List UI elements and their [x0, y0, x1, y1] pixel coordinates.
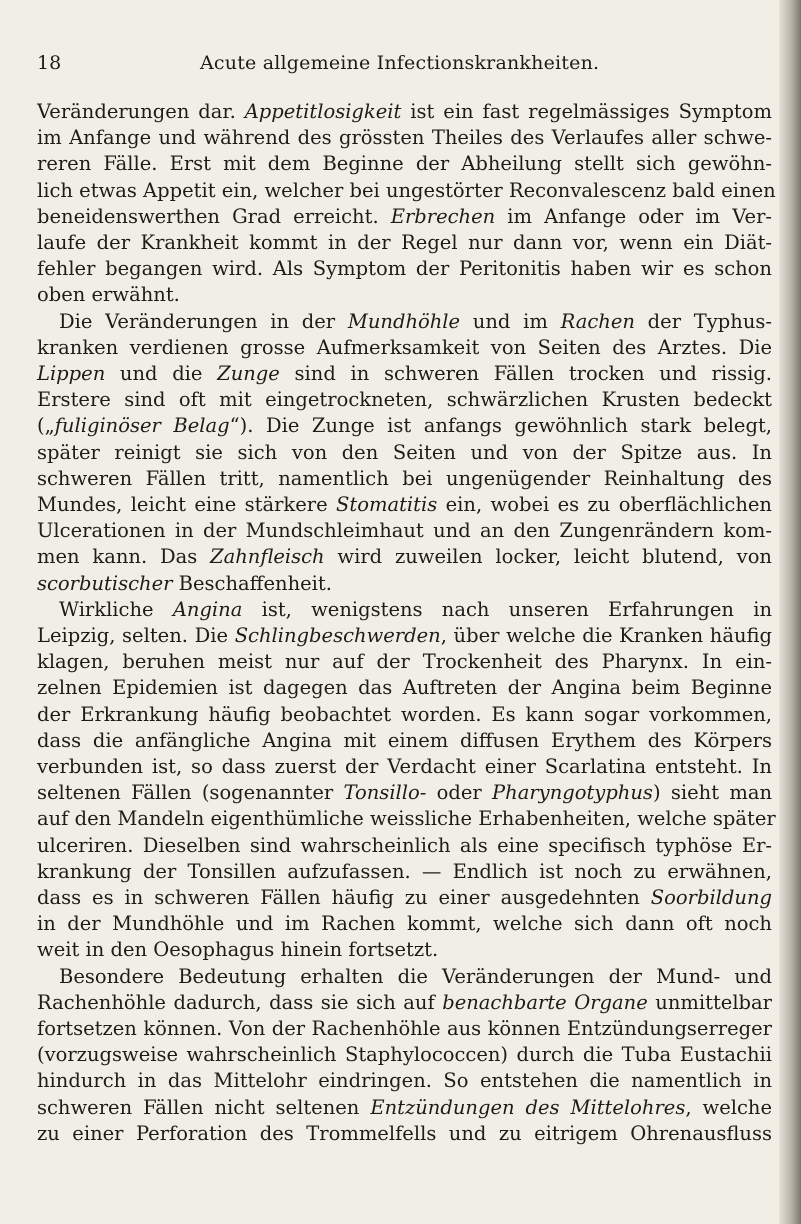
text-segment: Erstere sind oft mit eingetrockneten, schwärzlichen Krusten bedeckt — [37, 388, 772, 412]
text-segment: schweren Fällen tritt, namentlich bei ungenügender Reinhaltung des — [37, 466, 772, 490]
text-line — [37, 230, 772, 256]
text-line — [37, 649, 772, 675]
italic-term: fuliginöser Belag — [54, 414, 230, 438]
text-segment: Ulcerationen in der Mundschleimhaut und an den Zungenrändern kom- — [37, 519, 772, 543]
text-segment: der Typhus- — [634, 309, 772, 333]
text-segment: dass die anfängliche Angina mit einem diffusen Erythem des Körpers — [37, 728, 772, 752]
text-line — [37, 702, 772, 728]
text-line — [37, 178, 776, 204]
text-segment: Mundes, leicht eine stärkere — [37, 493, 337, 516]
text-segment: Rachenhöhle dadurch, dass sie sich auf — [37, 990, 443, 1014]
italic-term: Pharyngotyphus — [492, 781, 653, 805]
text-segment: ) sieht man — [652, 781, 773, 805]
text-line — [37, 1068, 772, 1094]
page-header — [0, 52, 801, 82]
text-segment: Die Veränderungen in der — [59, 309, 348, 333]
text-segment: in der Mundhöhle und im Rachen kommt, welche sich dann oft noch — [37, 912, 772, 936]
text-line — [37, 937, 772, 963]
italic-term: Zahnfleisch — [210, 545, 325, 569]
italic-term: Stomatitis — [336, 493, 438, 516]
text-line — [37, 282, 772, 308]
text-segment: , über welche die Kranken häufig — [440, 624, 773, 647]
text-segment: im Anfange oder im Ver- — [495, 204, 772, 228]
text-line — [37, 492, 772, 518]
italic-term: Lippen — [37, 362, 106, 385]
text-line — [59, 964, 772, 990]
text-line — [37, 387, 772, 413]
text-line — [37, 859, 772, 885]
text-segment: und die — [105, 362, 218, 385]
italic-term: Tonsillo- — [343, 781, 427, 805]
text-segment: Besondere Bedeutung erhalten die Veränderungen der Mund- und — [59, 964, 772, 988]
text-line — [37, 911, 772, 937]
text-line — [37, 1095, 772, 1121]
text-segment: fortsetzen können. Von der Rachenhöhle aus können Entzündungserreger — [37, 1017, 772, 1040]
italic-term: Mundhöhle — [347, 309, 461, 333]
running-head: Acute allgemeine Infectionskrankheiten. — [200, 52, 600, 74]
text-line — [37, 675, 772, 701]
text-segment: Beschaffenheit. — [172, 571, 332, 595]
text-line — [37, 885, 772, 911]
italic-term: Schlingbeschwerden — [234, 624, 441, 647]
text-line — [37, 361, 772, 387]
text-segment: krankung der Tonsillen aufzufassen. — Endlich ist noch zu erwähnen, — [37, 859, 772, 883]
text-line — [37, 833, 772, 859]
text-line — [37, 151, 772, 177]
text-line — [59, 597, 772, 623]
text-segment: kranken verdienen grosse Aufmerksamkeit von Seiten des Arztes. Die — [37, 335, 772, 359]
text-line — [37, 990, 772, 1016]
text-segment: der Erkrankung häufig beobachtet worden. Es kann sogar vorkommen, — [37, 702, 772, 726]
text-segment: zelnen Epidemien ist dagegen das Auftreten der Angina beim Beginne — [37, 676, 772, 700]
text-line — [37, 256, 772, 282]
text-line — [37, 728, 772, 754]
italic-term: Entzündungen des Mittelohres — [370, 1095, 686, 1119]
page-number: 18 — [37, 52, 62, 74]
text-segment: (vorzugsweise wahrscheinlich Staphylococcen) durch die Tuba Eustachii — [37, 1043, 772, 1067]
page-edge-shadow — [779, 0, 801, 1224]
text-segment: Wirkliche — [59, 597, 173, 621]
text-line — [37, 204, 772, 230]
text-segment: oben erwähnt. — [37, 283, 180, 307]
text-segment: ist ein fast regelmässiges Symptom — [401, 100, 773, 123]
text-segment: Veränderungen dar. — [37, 100, 245, 123]
text-segment: oder — [426, 781, 493, 805]
text-line — [37, 335, 772, 361]
italic-term: Angina — [172, 597, 243, 621]
italic-term: scorbutischer — [37, 571, 173, 595]
italic-term: Erbrechen — [390, 204, 496, 228]
text-segment: , welche — [685, 1095, 772, 1119]
italic-term: Soorbildung — [650, 886, 772, 909]
text-segment: reren Fälle. Erst mit dem Beginne der Abheilung stellt sich gewöhn- — [37, 152, 772, 176]
text-line — [37, 1121, 772, 1147]
text-segment: („ — [37, 414, 55, 438]
text-segment: und im — [460, 309, 561, 333]
text-line — [37, 466, 772, 492]
text-segment: klagen, beruhen meist nur auf der Trockenheit des Pharynx. In ein- — [37, 650, 772, 674]
text-line — [37, 1042, 772, 1068]
text-segment: wird zuweilen locker, leicht blutend, von — [324, 545, 772, 569]
text-segment: Leipzig, selten. Die — [37, 624, 235, 647]
text-segment: verbunden ist, so dass zuerst der Verdacht einer Scarlatina entsteht. In — [37, 755, 772, 778]
text-segment: schweren Fällen nicht seltenen — [37, 1095, 371, 1119]
italic-term: Appetitlosigkeit — [244, 100, 402, 123]
italic-term: benachbarte Organe — [442, 990, 648, 1014]
text-line — [37, 754, 772, 780]
text-segment: fehler begangen wird. Als Symptom der Peritonitis haben wir es schon — [37, 257, 772, 281]
text-segment: auf den Mandeln eigenthümliche weissliche Erhabenheiten, welche später — [37, 807, 776, 831]
text-segment: unmittelbar — [647, 990, 772, 1014]
text-segment: sind in schweren Fällen trocken und rissig. — [279, 362, 772, 385]
text-segment: dass es in schweren Fällen häufig zu einer ausgedehnten — [37, 886, 651, 909]
text-line — [37, 623, 772, 649]
text-segment: beneidenswerthen Grad erreicht. — [37, 204, 391, 228]
italic-term: Zunge — [217, 362, 280, 385]
text-line — [37, 806, 776, 832]
text-line — [37, 518, 772, 544]
text-line — [37, 125, 772, 151]
text-line — [37, 413, 772, 439]
text-segment: weit in den Oesophagus hinein fortsetzt. — [37, 938, 439, 962]
text-line — [37, 1016, 772, 1042]
text-line — [37, 99, 772, 125]
text-segment: seltenen Fällen (sogenannter — [37, 781, 344, 805]
text-segment: zu einer Perforation des Trommelfells und zu eitrigem Ohrenausfluss — [37, 1121, 772, 1145]
text-segment: ein, wobei es zu oberflächlichen — [437, 493, 772, 516]
text-segment: laufe der Krankheit kommt in der Regel nur dann vor, wenn ein Diät- — [37, 231, 772, 254]
text-segment: später reinigt sie sich von den Seiten und von der Spitze aus. In — [37, 440, 772, 464]
text-segment: im Anfange und während des grössten Theiles des Verlaufes aller schwe- — [37, 126, 772, 150]
text-segment: men kann. Das — [37, 545, 211, 569]
text-segment: lich etwas Appetit ein, welcher bei ungestörter Reconvalescenz bald einen — [37, 178, 776, 202]
text-segment: “). Die Zunge ist anfangs gewöhnlich stark belegt, — [229, 414, 772, 438]
text-segment: ulceriren. Dieselben sind wahrscheinlich als eine specifisch typhöse Er- — [37, 833, 772, 857]
text-line — [59, 309, 772, 335]
text-line — [37, 440, 772, 466]
text-line — [37, 571, 772, 597]
text-line — [37, 780, 772, 806]
text-line — [37, 544, 772, 570]
italic-term: Rachen — [560, 309, 635, 333]
text-segment: ist, wenigstens nach unseren Erfahrungen in — [242, 597, 772, 621]
text-segment: hindurch in das Mittelohr eindringen. So entstehen die namentlich in — [37, 1069, 772, 1093]
